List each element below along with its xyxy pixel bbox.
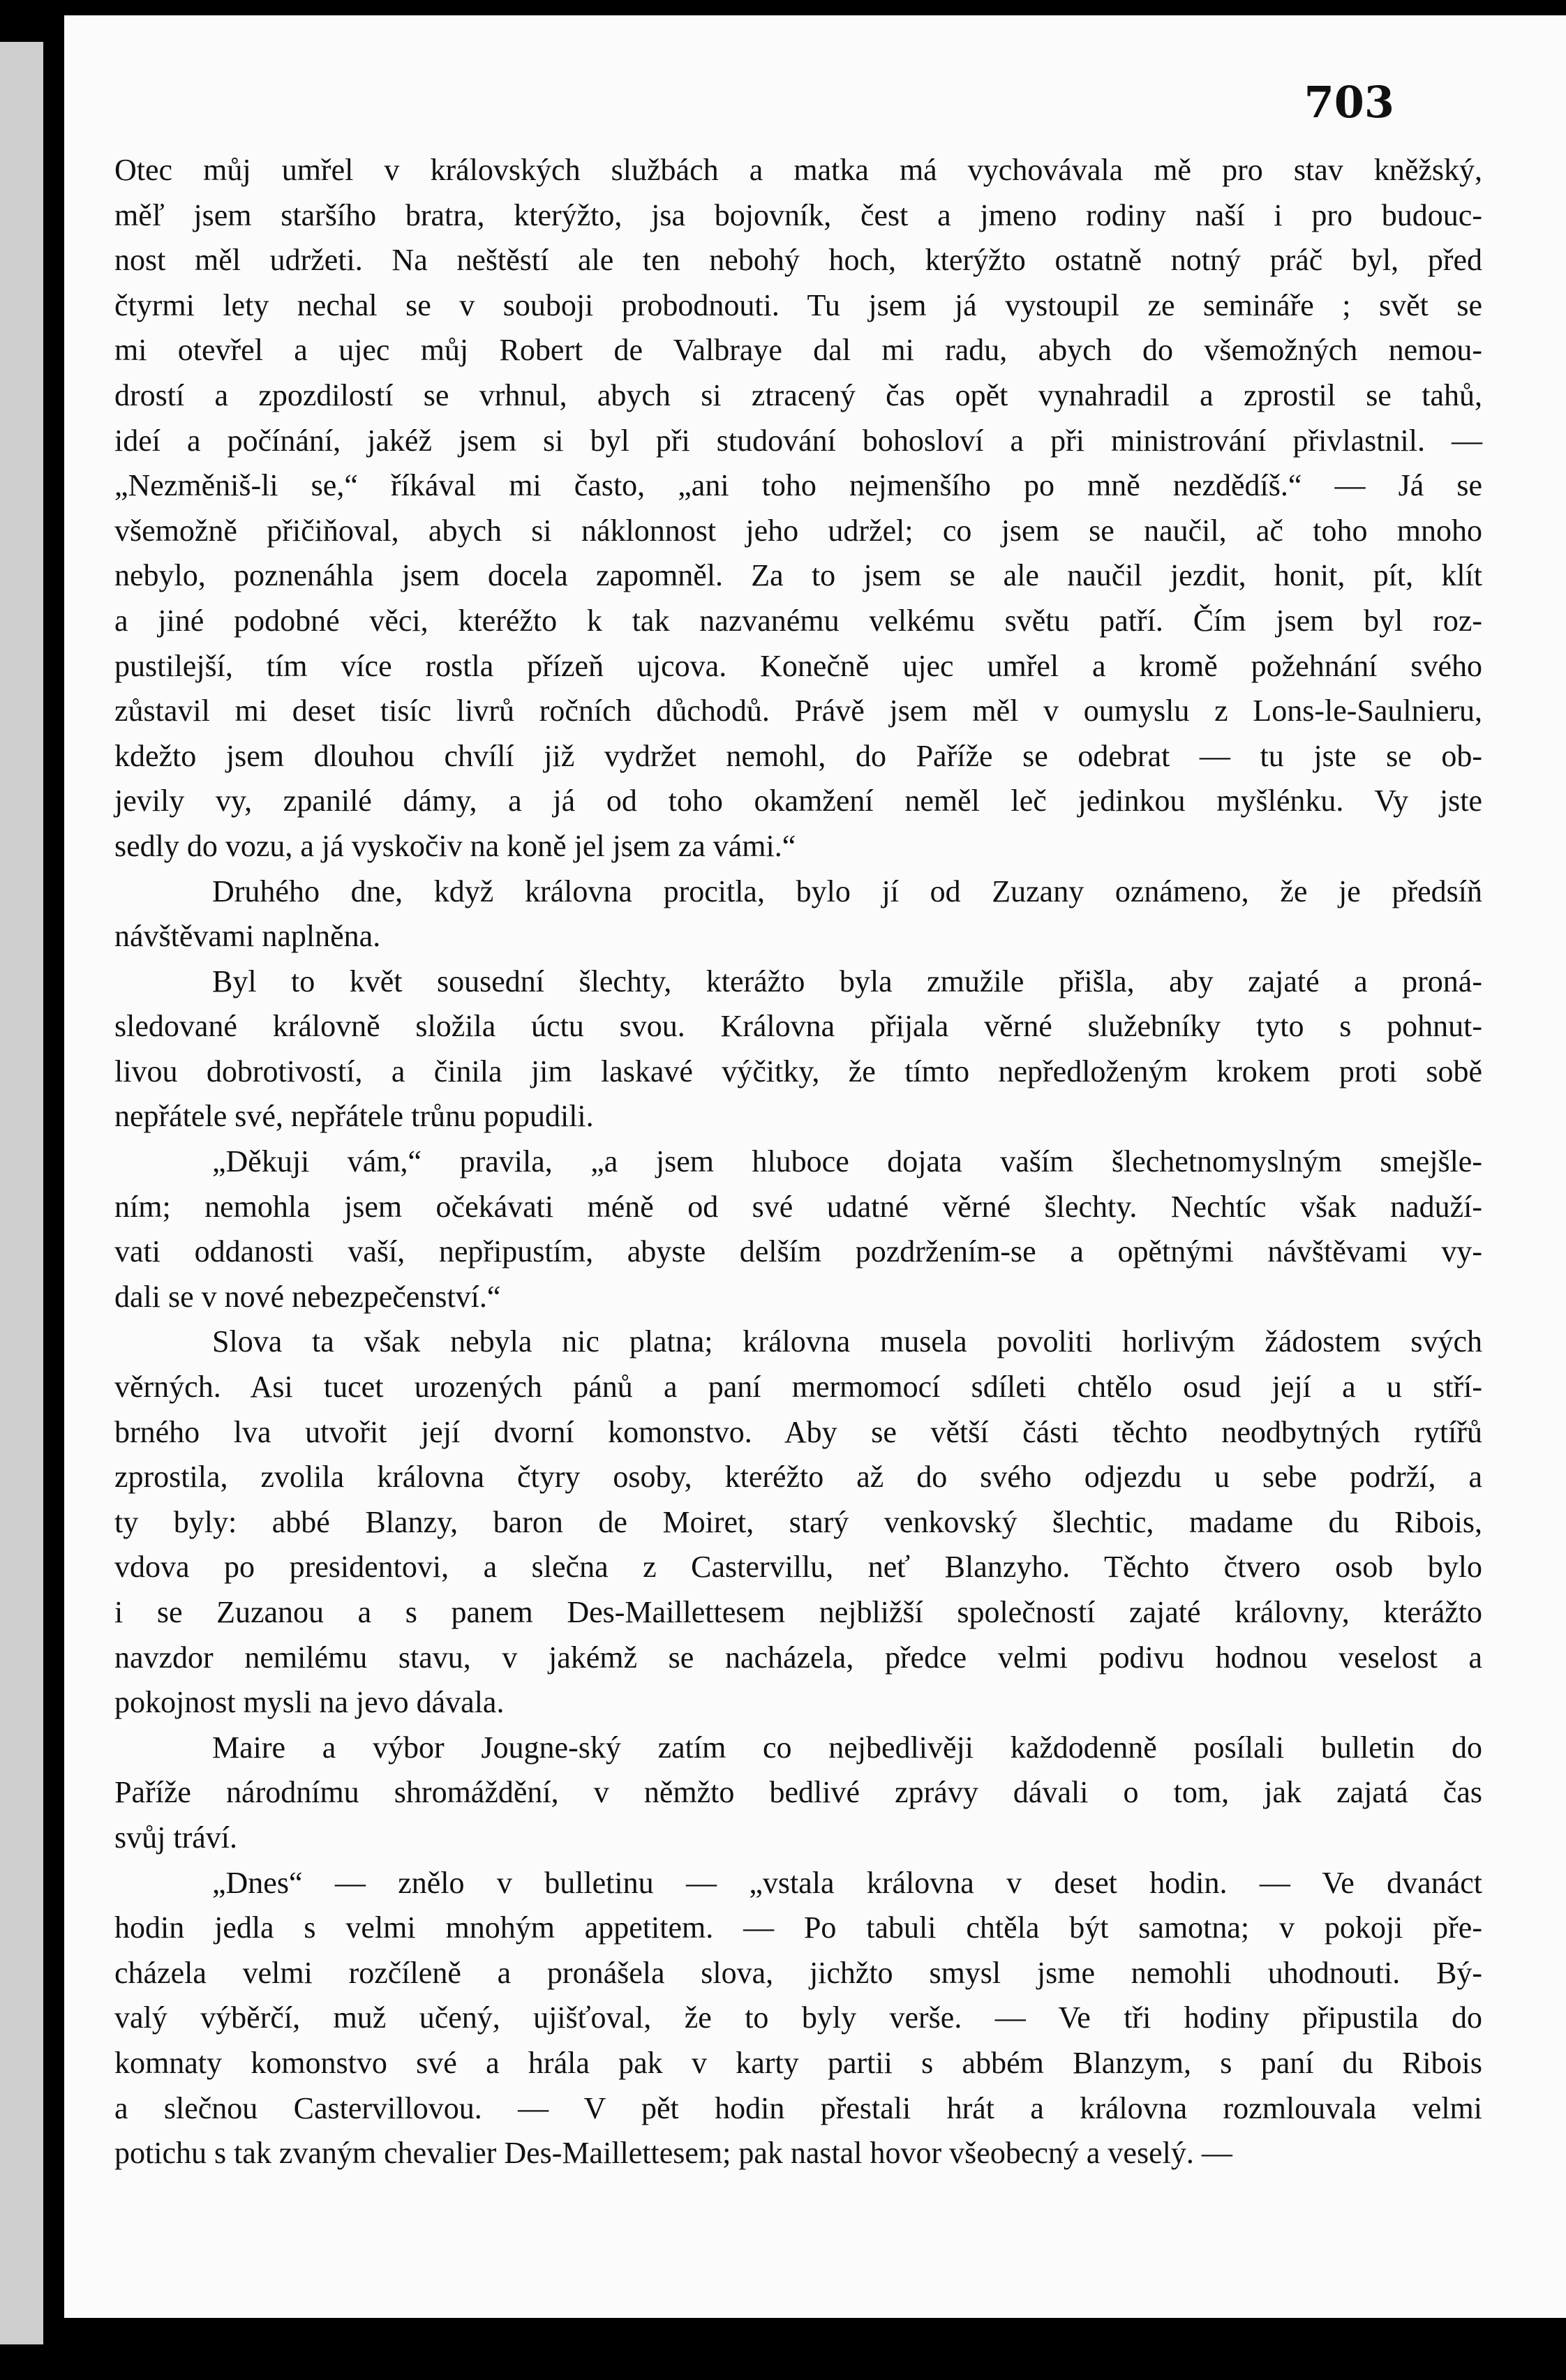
text-line: a slečnou Castervillovou. — V pět hodin přestali hrát a královna rozmlouvala velmi bbox=[114, 2090, 1482, 2125]
text-line: i se Zuzanou a s panem Des-Maillettesem nejbližší společností zajaté královny, kterážto bbox=[114, 1595, 1482, 1629]
text-line: měľ jsem staršího bratra, kterýžto, jsa bojovník, čest a jmeno rodiny naší i pro budouc- bbox=[114, 197, 1482, 232]
text-line: navzdor nemilému stavu, v jakémž se nacházela, předce velmi podivu hodnou veselost a bbox=[114, 1640, 1482, 1675]
text-line: potichu s tak zvaným chevalier Des-Maillettesem; pak nastal hovor všeobecný a veselý. — bbox=[114, 2136, 1232, 2171]
paragraph bbox=[114, 1139, 1482, 1319]
text-line: jevily vy, zpanilé dámy, a já od toho okamžení neměl leč jedinkou myšlénku. Vy jste bbox=[114, 784, 1482, 818]
text-line: všemožně přičiňoval, abych si náklonnost jeho udržel; co jsem se naučil, ač toho mnoho bbox=[114, 513, 1482, 548]
text-line: návštěvami naplněna. bbox=[114, 919, 381, 954]
text-line: ty byly: abbé Blanzy, baron de Moiret, starý venkovský šlechtic, madame du Ribois, bbox=[114, 1504, 1482, 1539]
book-page bbox=[64, 15, 1566, 2318]
text-line: Slova ta však nebyla nic platna; královna musela povoliti horlivým žádostem svých bbox=[212, 1324, 1482, 1359]
text-line: vati oddanosti vaší, nepřipustím, abyste delším pozdržením-se a opětnými návštěvami vy- bbox=[114, 1234, 1482, 1269]
paragraph bbox=[114, 1319, 1482, 1725]
text-line: „Dnes“ — znělo v bulletinu — „vstala královna v deset hodin. — Ve dvanáct bbox=[212, 1865, 1482, 1900]
text-line: vdova po presidentovi, a slečna z Castervillu, neť Blanzyho. Těchto čtvero osob bylo bbox=[114, 1550, 1482, 1585]
paragraph bbox=[114, 869, 1482, 959]
text-line: ideí a počínání, jakéž jsem si byl při studování bohosloví a při ministrování přivlastnil. — bbox=[114, 423, 1482, 458]
text-line: pokojnost mysli na jevo dávala. bbox=[114, 1685, 505, 1720]
text-line: komnaty komonstvo své a hrála pak v karty partii s abbém Blanzym, s paní du Ribois bbox=[114, 2045, 1482, 2080]
text-line: Byl to květ sousední šlechty, kterážto byla zmužile přišla, aby zajaté a proná- bbox=[212, 964, 1482, 998]
text-line: brného lva utvořit její dvorní komonstvo. Aby se větší části těchto neodbytných rytířů bbox=[114, 1414, 1482, 1449]
text-line: cházela velmi rozčíleně a pronášela slova, jichžto smysl jsme nemohli uhodnouti. Bý- bbox=[114, 1955, 1482, 1990]
text-line: drostí a zpozdilostí se vrhnul, abych si ztracený čas opět vynahradil a zprostil se tahů, bbox=[114, 377, 1482, 412]
text-line: nepřátele své, nepřátele trůnu popudili. bbox=[114, 1099, 594, 1134]
paragraph bbox=[114, 148, 1482, 869]
text-line: ním; nemohla jsem očekávati méně od své udatné věrné šlechty. Nechtíc však naduží- bbox=[114, 1189, 1482, 1224]
previous-page-edge bbox=[0, 42, 43, 2344]
text-line: Druhého dne, když královna procitla, bylo jí od Zuzany oznámeno, že je předsíň bbox=[212, 874, 1482, 908]
text-line: dali se v nové nebezpečenství.“ bbox=[114, 1279, 501, 1314]
text-line: „Nezměniš-li se,“ říkával mi často, „ani toho nejmenšího po mně nezdědíš.“ — Já se bbox=[114, 468, 1482, 503]
text-line: a jiné podobné věci, kteréžto k tak nazvanému velkému světu patří. Čím jsem byl roz- bbox=[114, 603, 1482, 638]
text-line: věrných. Asi tucet urozených pánů a paní mermomocí sdíleti chtělo osud její a u stří- bbox=[114, 1370, 1482, 1405]
text-line: livou dobrotivostí, a činila jim laskavé výčitky, že tímto nepředloženým krokem proti sobě bbox=[114, 1054, 1482, 1088]
text-line: „Děkuji vám,“ pravila, „a jsem hluboce dojata vaším šlechetnomyslným smejšle- bbox=[212, 1144, 1482, 1179]
text-line: nost měl udržeti. Na neštěstí ale ten nebohý hoch, kterýžto ostatně notný práč byl, před bbox=[114, 243, 1482, 278]
page-body-text bbox=[114, 148, 1482, 2176]
text-line: svůj tráví. bbox=[114, 1820, 237, 1855]
text-line: nebylo, poznenáhla jsem docela zapomněl. Za to jsem se ale naučil jezdit, honit, pít, klít bbox=[114, 558, 1482, 593]
text-line: pustilejší, tím více rostla přízeň ujcova. Konečně ujec umřel a kromě požehnání svého bbox=[114, 648, 1482, 683]
text-line: Otec můj umřel v královských službách a matka má vychovávala mě pro stav kněžský, bbox=[114, 153, 1482, 187]
text-line: čtyrmi lety nechal se v souboji probodnouti. Tu jsem já vystoupil ze semináře ; svět se bbox=[114, 287, 1482, 322]
paragraph bbox=[114, 1861, 1482, 2176]
text-line: hodin jedla s velmi mnohým appetitem. — Po tabuli chtěla být samotna; v pokoji pře- bbox=[114, 1910, 1482, 1945]
paragraph bbox=[114, 1726, 1482, 1861]
text-line: sledované královně složila úctu svou. Královna přijala věrné služebníky tyto s pohnut- bbox=[114, 1009, 1482, 1044]
text-line: kdežto jsem dlouhou chvílí již vydržet nemohl, do Paříže se odebrat — tu jste se ob- bbox=[114, 738, 1482, 773]
paragraph bbox=[114, 959, 1482, 1139]
text-line: mi otevřel a ujec můj Robert de Valbraye dal mi radu, abych do všemožných nemou- bbox=[114, 333, 1482, 368]
text-line: valý výběrčí, muž učený, ujišťoval, že to byly verše. — Ve tři hodiny připustila do bbox=[114, 2000, 1482, 2035]
text-line: zůstavil mi deset tisíc livrů ročních důchodů. Právě jsem měl v oumyslu z Lons-le-Saulnieru, bbox=[114, 694, 1482, 728]
text-line: zprostila, zvolila královna čtyry osoby, kteréžto až do svého odjezdu u sebe podrží, a bbox=[114, 1460, 1482, 1495]
text-line: Paříže národnímu shromáždění, v němžto bedlivé zprávy dávali o tom, jak zajatá čas bbox=[114, 1775, 1482, 1810]
page-number: 703 bbox=[1304, 77, 1394, 128]
text-line: sedly do vozu, a já vyskočiv na koně jel jsem za vámi.“ bbox=[114, 828, 796, 863]
text-line: Maire a výbor Jougne-ský zatím co nejbedlivěji každodenně posílali bulletin do bbox=[212, 1730, 1482, 1765]
